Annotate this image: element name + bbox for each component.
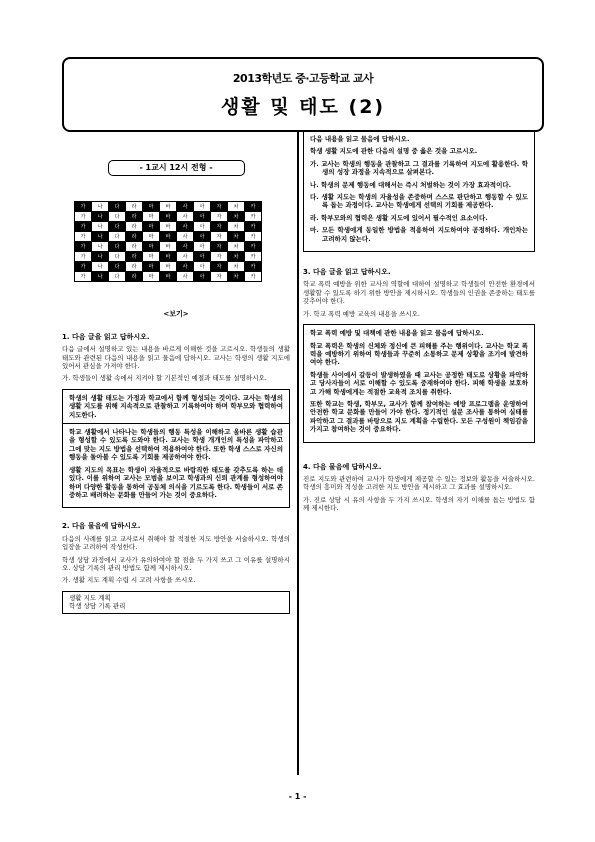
grid-cell: 자 bbox=[211, 202, 228, 212]
grid-cell: 차 bbox=[228, 232, 245, 242]
grid-cell: 라 bbox=[126, 242, 143, 252]
grid-cell: 바 bbox=[160, 232, 177, 242]
grid-cell: 다 bbox=[109, 222, 126, 232]
grid-cell: 라 bbox=[126, 222, 143, 232]
grid-cell: 카 bbox=[245, 202, 262, 212]
grid-row bbox=[75, 262, 262, 272]
grid-cell: 아 bbox=[194, 212, 211, 222]
grid-cell: 사 bbox=[177, 232, 194, 242]
grid-cell: 마 bbox=[143, 272, 160, 282]
grid-cell: 차 bbox=[228, 222, 245, 232]
grid-cell: 가 bbox=[75, 202, 92, 212]
grid-row bbox=[75, 212, 262, 222]
option-item: 라. 학부모와의 협력은 생활 지도에 있어서 필수적인 요소이다. bbox=[310, 213, 488, 222]
grid-cell: 바 bbox=[160, 222, 177, 232]
grid-cell: 나 bbox=[92, 272, 109, 282]
grid-cell: 아 bbox=[194, 232, 211, 242]
question-1-heading: 1. 다음 글을 읽고 답하시오. bbox=[62, 332, 150, 341]
grid-cell: 차 bbox=[228, 262, 245, 272]
grid-cell: 마 bbox=[143, 232, 160, 242]
grid-row bbox=[75, 242, 262, 252]
mini-box-line: 생활 지도 계획 bbox=[69, 593, 111, 602]
passage-paragraph: 학생의 생활 태도는 가정과 학교에서 함께 형성되는 것이다. 교사는 학생의 생활 지도를 위해 지속적으로 관찰하고 기록하여야 하며 학부모와 협력하여 지도한다. bbox=[69, 393, 283, 419]
grid-cell: 마 bbox=[143, 262, 160, 272]
grid-cell: 아 bbox=[194, 242, 211, 252]
question-4-subitem: 가. 진로 상담 시 유의 사항을 두 가지 쓰시오. 학생의 자기 이해를 돕는 방법도 함께 제시한다. bbox=[303, 495, 535, 513]
grid-cell: 마 bbox=[143, 212, 160, 222]
grid-cell: 자 bbox=[211, 262, 228, 272]
grid-cell: 나 bbox=[92, 252, 109, 262]
section-banner: - 1교시 12시 전형 - bbox=[108, 160, 245, 176]
grid-row bbox=[75, 272, 262, 282]
grid-cell: 카 bbox=[245, 212, 262, 222]
grid-cell: 아 bbox=[194, 262, 211, 272]
question-3-text: 학교 폭력 예방을 위한 교사의 역할에 대하여 설명하고 학생들이 안전한 환경에서 생활할 수 있도록 하기 위한 방안을 제시하시오. 학생들의 인권을 존중하는 태도를 갖추어야 한다. bbox=[303, 280, 535, 306]
grid-cell: 다 bbox=[109, 232, 126, 242]
grid-cell: 차 bbox=[228, 272, 245, 282]
grid-cell: 바 bbox=[160, 242, 177, 252]
box-divider bbox=[63, 423, 289, 424]
option-item: 나. 학생의 문제 행동에 대해서는 즉시 처벌하는 것이 가장 효과적이다. bbox=[310, 180, 512, 189]
passage-paragraph: 학생들 사이에서 갈등이 발생하였을 때 교사는 공정한 태도로 상황을 파악하고 당사자들이 서로 이해할 수 있도록 중재하여야 한다. 피해 학생을 보호하고 가해 학생에게는 적절한 교육적 조치를 취한다. bbox=[310, 370, 528, 396]
question-4-text: 진로 지도와 관련하여 교사가 학생에게 제공할 수 있는 정보와 활동을 서술하시오. 학생의 흥미와 적성을 고려한 지도 방안을 제시하고 그 효과를 설명하시오. bbox=[303, 474, 535, 492]
grid-cell: 마 bbox=[143, 202, 160, 212]
grid-cell: 라 bbox=[126, 232, 143, 242]
question-2-heading: 2. 다음 물음에 답하시오. bbox=[62, 522, 141, 531]
exam-title: 생활 및 태도 (2) bbox=[220, 96, 386, 118]
grid-cell: 다 bbox=[109, 272, 126, 282]
passage-box bbox=[62, 389, 290, 508]
grid-cell: 다 bbox=[109, 242, 126, 252]
grid-cell: 다 bbox=[109, 212, 126, 222]
question-2-text: 학생 상담 과정에서 교사가 유의하여야 할 점을 두 가지 쓰고 그 이유를 설명하시오. 상담 기록의 관리 방법도 함께 제시하시오. bbox=[62, 555, 290, 572]
passage-paragraph: 학교 폭력은 학생의 신체와 정신에 큰 피해를 주는 행위이다. 교사는 학교 폭력을 예방하기 위하여 학생들과 꾸준히 소통하고 문제 상황을 조기에 발견하여야 한다. bbox=[310, 341, 528, 367]
grid-row bbox=[75, 252, 262, 262]
grid-cell: 마 bbox=[143, 222, 160, 232]
grid-cell: 라 bbox=[126, 272, 143, 282]
grid-row bbox=[75, 202, 262, 212]
grid-cell: 가 bbox=[75, 242, 92, 252]
grid-cell: 사 bbox=[177, 252, 194, 262]
grid-cell: 나 bbox=[92, 262, 109, 272]
grid-cell: 자 bbox=[211, 222, 228, 232]
passage-paragraph: 학교 생활에서 나타나는 학생들의 행동 특성을 이해하고 올바른 생활 습관을 형성할 수 있도록 도와야 한다. 교사는 학생 개개인의 특성을 파악하고 그에 맞는 지도 방법을 선택하여 적용하여야 한다. 또한 학생 스스로 자신의 행동을 돌아볼 수 있도록 기회를 제공하여야 한다. bbox=[69, 428, 283, 462]
grid-cell: 자 bbox=[211, 232, 228, 242]
grid-cell: 바 bbox=[160, 252, 177, 262]
grid-cell: 마 bbox=[143, 242, 160, 252]
grid-cell: 자 bbox=[211, 272, 228, 282]
grid-cell: 라 bbox=[126, 212, 143, 222]
grid-cell: 라 bbox=[126, 262, 143, 272]
grid-cell: 사 bbox=[177, 262, 194, 272]
options-box bbox=[303, 130, 535, 252]
mini-box bbox=[62, 591, 290, 614]
grid-cell: 차 bbox=[228, 212, 245, 222]
question-3-subitem: 가. 학교 폭력 예방 교육의 내용을 쓰시오. bbox=[303, 309, 420, 318]
grid-cell: 나 bbox=[92, 242, 109, 252]
grid-cell: 차 bbox=[228, 242, 245, 252]
grid-cell: 라 bbox=[126, 202, 143, 212]
option-item: 다. 생활 지도는 학생의 자율성을 존중하며 스스로 판단하고 행동할 수 있도록 돕는 과정이다. 교사는 학생에게 선택의 기회를 제공한다. bbox=[310, 193, 528, 210]
grid-cell: 사 bbox=[177, 202, 194, 212]
passage-box-2 bbox=[303, 324, 535, 442]
right-column bbox=[303, 130, 535, 517]
question-2-text: 다음의 사례를 읽고 교사로서 취해야 할 적절한 지도 방안을 서술하시오. 학생의 입장을 고려하여 작성한다. bbox=[62, 534, 290, 552]
grid-cell: 카 bbox=[245, 272, 262, 282]
grid-cell: 다 bbox=[109, 262, 126, 272]
grid-cell: 바 bbox=[160, 212, 177, 222]
grid-cell: 사 bbox=[177, 242, 194, 252]
answer-grid-table bbox=[74, 201, 262, 282]
grid-cell: 카 bbox=[245, 252, 262, 262]
grid-cell: 라 bbox=[126, 252, 143, 262]
grid-cell: 카 bbox=[245, 232, 262, 242]
grid-cell: 아 bbox=[194, 222, 211, 232]
grid-cell: 바 bbox=[160, 202, 177, 212]
grid-cell: 차 bbox=[228, 202, 245, 212]
grid-cell: 카 bbox=[245, 222, 262, 232]
grid-cell: 자 bbox=[211, 252, 228, 262]
grid-cell: 사 bbox=[177, 222, 194, 232]
grid-cell: 가 bbox=[75, 262, 92, 272]
options-box-title: 다음 내용을 읽고 물음에 답하시오. bbox=[310, 135, 410, 143]
passage-paragraph: 또한 학교는 학생, 학부모, 교사가 함께 참여하는 예방 프로그램을 운영하여 안전한 학교 문화를 만들어 가야 한다. 정기적인 설문 조사를 통하여 실태를 파악하고 그 결과를 바탕으로 지도 계획을 수립한다. 모든 구성원이 책임감을 가지고 참여하는 것이 중요하다. bbox=[310, 399, 528, 434]
option-item: 마. 모든 학생에게 동일한 방법을 적용하여 지도하여야 공정하다. 개인차는 고려하지 않는다. bbox=[310, 226, 528, 243]
page-number: - 1 - bbox=[288, 792, 307, 801]
grid-cell: 자 bbox=[211, 212, 228, 222]
grid-cell: 바 bbox=[160, 272, 177, 282]
question-1-subitem: 가. 학생들이 생활 속에서 지켜야 할 기본적인 예절과 태도를 설명하시오. bbox=[62, 374, 267, 383]
grid-cell: 아 bbox=[194, 272, 211, 282]
question-1-text: 다음 글에서 설명하고 있는 내용을 바르게 이해한 것을 고르시오. 학생들의 생활 태도와 관련된 다음의 내용을 읽고 물음에 답하시오. 교사는 학생의 생활 지도에 있어서 관심을 가져야 한다. bbox=[62, 345, 290, 371]
grid-cell: 나 bbox=[92, 202, 109, 212]
grid-cell: 차 bbox=[228, 252, 245, 262]
grid-cell: 카 bbox=[245, 242, 262, 252]
question-3-heading: 3. 다음 글을 읽고 답하시오. bbox=[303, 268, 391, 277]
grid-cell: 자 bbox=[211, 242, 228, 252]
grid-cell: 나 bbox=[92, 232, 109, 242]
question-4-heading: 4. 다음 물음에 답하시오. bbox=[303, 462, 382, 471]
grid-cell: 가 bbox=[75, 212, 92, 222]
grid-cell: 가 bbox=[75, 252, 92, 262]
grid-cell: 아 bbox=[194, 202, 211, 212]
grid-cell: 가 bbox=[75, 232, 92, 242]
options-box-intro: 학생 생활 지도에 관한 다음의 설명 중 옳은 것을 고르시오. bbox=[310, 147, 478, 156]
grid-row bbox=[75, 232, 262, 242]
option-item: 가. 교사는 학생의 행동을 관찰하고 그 결과를 기록하여 지도에 활용한다. 학생의 성장 과정을 지속적으로 살펴본다. bbox=[310, 159, 528, 177]
grid-cell: 사 bbox=[177, 272, 194, 282]
grid-cell: 바 bbox=[160, 262, 177, 272]
grid-cell: 가 bbox=[75, 272, 92, 282]
passage-box-title: 학교 폭력 예방 및 대책에 관한 내용을 읽고 물음에 답하시오. bbox=[310, 329, 484, 338]
passage-paragraph: 생활 지도의 목표는 학생이 자율적으로 바람직한 태도를 갖추도록 하는 데 있다. 이를 위하여 교사는 모범을 보이고 학생과의 신뢰 관계를 형성하여야 하며 다양한 활동을 통하여 공동체 의식을 기르도록 한다. 학생들이 서로 존중하고 배려하는 문화를 만들어 가는 것이 중요하다. bbox=[69, 465, 283, 499]
grid-cell: 나 bbox=[92, 212, 109, 222]
grid-cell: 사 bbox=[177, 212, 194, 222]
grid-cell: 아 bbox=[194, 252, 211, 262]
grid-cell: 다 bbox=[109, 202, 126, 212]
left-column bbox=[62, 150, 290, 614]
grid-cell: 다 bbox=[109, 252, 126, 262]
grid-cell: 가 bbox=[75, 222, 92, 232]
question-2-subitem: 가. 생활 지도 계획 수립 시 고려 사항을 쓰시오. bbox=[62, 576, 196, 585]
grid-cell: 마 bbox=[143, 252, 160, 262]
grid-cell: 나 bbox=[92, 222, 109, 232]
mini-box-line: 학생 상담 기록 관리 bbox=[69, 602, 126, 611]
grid-cell: 카 bbox=[245, 262, 262, 272]
grid-row bbox=[75, 222, 262, 232]
header-box bbox=[62, 57, 544, 132]
exam-subtitle: 2013학년도 중·고등학교 교사 bbox=[232, 72, 374, 85]
column-divider bbox=[297, 130, 299, 775]
example-label: <보기> bbox=[163, 310, 189, 319]
